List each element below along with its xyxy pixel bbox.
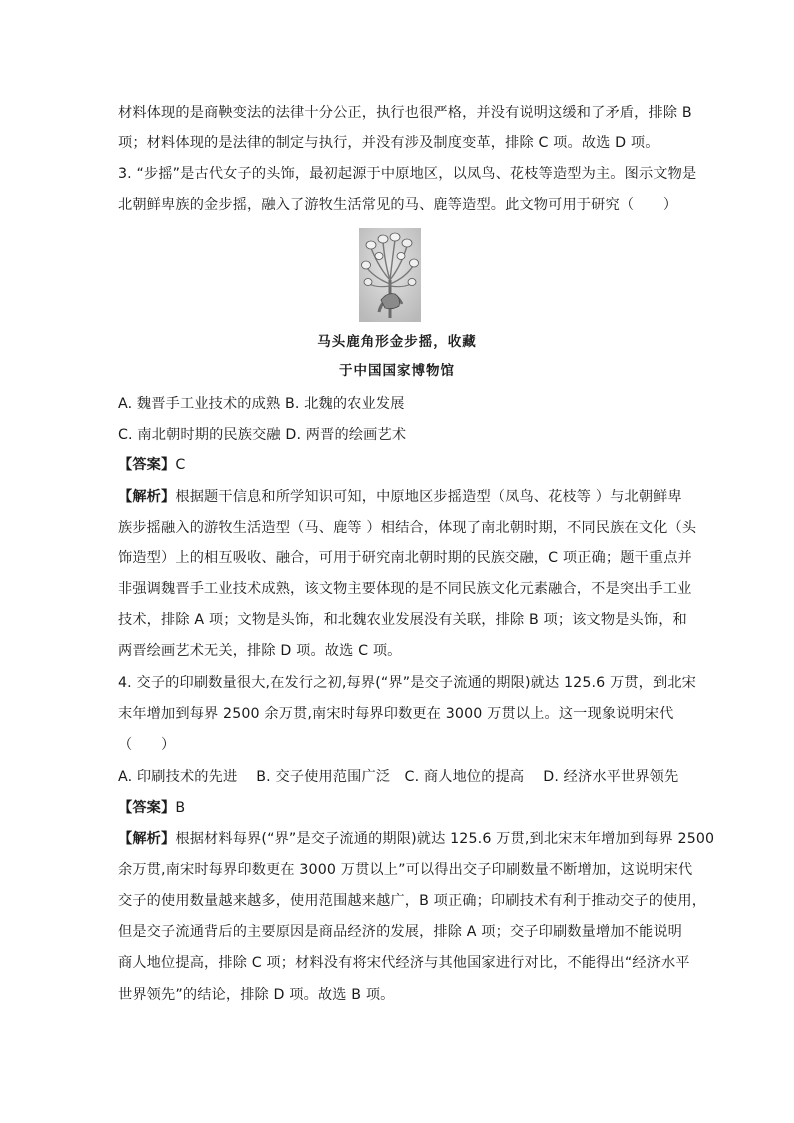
text-line: 非强调魏晋手工业技术成熟，该文物主要体现的是不同民族文化元素融合，不是突出手工业 [118, 581, 692, 597]
option-line: A. 印刷技术的先进 B. 交子使用范围广泛 C. 商人地位的提高 D. 经济水平世界领先 [118, 769, 679, 785]
text-line: 饰造型）上的相互吸收、融合，可用于研究南北朝时期的民族交融，C 项正确；题干重点并 [118, 550, 692, 566]
option-line: C. 南北朝时期的民族交融 D. 两晋的绘画艺术 [118, 427, 407, 443]
text-line: 世界领先”的结论，排除 D 项。故选 B 项。 [118, 987, 395, 1003]
text-line: 两晋绘画艺术无关，排除 D 项。故选 C 项。 [118, 643, 402, 659]
question-4-stem: 4. 交子的印刷数量很大,在发行之初,每界(“界”是交子流通的期限)就达 125.6 万贯，到北宋 [118, 675, 697, 691]
question-4-blank: （ ） [118, 737, 176, 753]
option-line: A. 魏晋手工业技术的成熟 B. 北魏的农业发展 [118, 396, 405, 412]
answer-value: B [175, 800, 186, 816]
figure-caption-line2: 于中国国家博物馆 [339, 363, 455, 379]
artifact-illustration [359, 228, 421, 322]
analysis-text: 根据题干信息和所学知识可知，中原地区步摇造型（凤鸟、花枝等 ）与北朝鲜卑 [175, 489, 682, 505]
text-line: 族步摇融入的游牧生活造型（马、鹿等 ）相结合，体现了南北朝时期，不同民族在文化（头 [118, 520, 697, 536]
answer-value: C [175, 457, 186, 473]
text-line: 项；材料体现的是法律的制定与执行，并没有涉及制度变革，排除 C 项。故选 D 项。 [118, 135, 660, 151]
analysis-label: 【解析】 [118, 831, 176, 847]
answer-label: 【答案】 [118, 800, 176, 816]
text-line: 商人地位提高，排除 C 项；材料没有将宋代经济与其他国家进行对比，不能得出“经济水平 [118, 955, 690, 971]
text-line: 但是交子流通背后的主要原因是商品经济的发展，排除 A 项；交子印刷数量增加不能说明 [118, 924, 683, 940]
analysis-label: 【解析】 [118, 489, 176, 505]
question-3-stem: 3. “步摇”是古代女子的头饰，最初起源于中原地区，以凤鸟、花枝等造型为主。图示文物是 [118, 166, 697, 182]
text-line: 余万贯,南宋时每界印数更在 3000 万贯以上”可以得出交子印刷数量不断增加，这说明宋代 [118, 862, 693, 878]
answer-line [118, 455, 678, 475]
analysis-line [118, 487, 682, 507]
analysis-text: 根据材料每界(“界”是交子流通的期限)就达 125.6 万贯,到北宋末年增加到每界 2500 [175, 831, 715, 847]
gold-buyao-artifact-image [359, 228, 421, 322]
question-4-stem-cont: 末年增加到每界 2500 余万贯,南宋时每界印数更在 3000 万贯以上。这一现象说明宋代 [118, 706, 674, 722]
question-3-stem-cont: 北朝鲜卑族的金步摇，融入了游牧生活常见的马、鹿等造型。此文物可用于研究（ ） [118, 197, 678, 213]
answer-label: 【答案】 [118, 457, 176, 473]
figure-caption-line1: 马头鹿角形金步摇，收藏 [317, 334, 477, 350]
text-line: 交子的使用数量越来越多，使用范围越来越广，B 项正确；印刷技术有利于推动交子的使用， [118, 893, 707, 909]
text-line: 技术，排除 A 项；文物是头饰，和北魏农业发展没有关联，排除 B 项；该文物是头饰，和 [118, 612, 687, 628]
text-line: 材料体现的是商鞅变法的法律十分公正，执行也很严格，并没有说明这缓和了矛盾，排除 B [118, 105, 692, 121]
answer-line [118, 798, 678, 818]
analysis-line [118, 829, 715, 849]
